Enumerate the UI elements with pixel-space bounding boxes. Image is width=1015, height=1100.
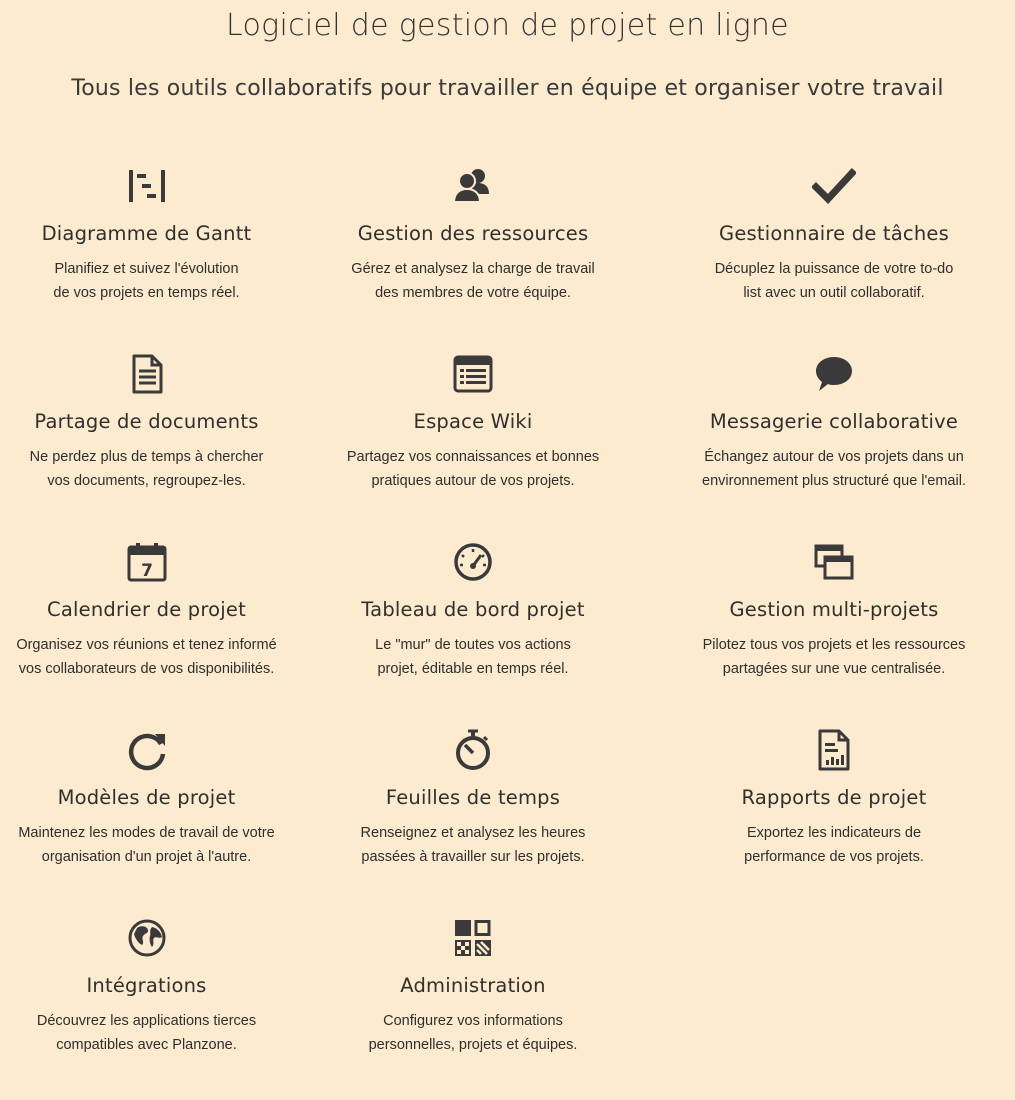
- feature-description: [0, 257, 293, 305]
- description-line: Ne perdez plus de temps à chercher: [29, 449, 264, 465]
- description-line: Organisez vos réunions et tenez informé: [16, 637, 277, 653]
- description-line: vos documents, regroupez-les.: [47, 473, 246, 489]
- description-line: organisation d'un projet à l'autre.: [41, 849, 252, 865]
- feature-description: [653, 821, 1015, 869]
- description-line: projet, éditable en temps réel.: [377, 661, 569, 677]
- page-subtitle: Tous les outils collaboratifs pour travailler en équipe et organiser votre travail: [71, 76, 944, 101]
- multi-window-icon: [812, 540, 856, 584]
- feature-dashboard[interactable]: [293, 536, 653, 724]
- feature-wiki[interactable]: [293, 348, 653, 536]
- description-line: pratiques autour de vos projets.: [371, 473, 575, 489]
- description-line: vos collaborateurs de vos disponibilités.: [18, 661, 275, 677]
- wiki-icon: [451, 352, 495, 396]
- description-line: Décuplez la puissance de votre to-do: [714, 261, 954, 277]
- feature-title: Administration: [400, 974, 546, 997]
- description-line: Gérez et analysez la charge de travail: [351, 261, 595, 277]
- feature-title: Feuilles de temps: [385, 786, 561, 809]
- description-line: passées à travailler sur les projets.: [361, 849, 585, 865]
- feature-title: Gestionnaire de tâches: [719, 222, 949, 245]
- feature-description: [293, 821, 653, 869]
- description-line: Renseignez et analysez les heures: [360, 825, 586, 841]
- description-line: Exportez les indicateurs de: [746, 825, 922, 841]
- feature-description: [293, 633, 653, 681]
- description-line: Planifiez et suivez l'évolution: [54, 261, 239, 277]
- description-line: compatibles avec Planzone.: [56, 1037, 237, 1053]
- feature-timesheets[interactable]: [293, 724, 653, 912]
- feature-documents[interactable]: [0, 348, 293, 536]
- feature-multi-projects[interactable]: [653, 536, 1015, 724]
- chat-bubble-icon: [812, 352, 856, 396]
- description-line: list avec un outil collaboratif.: [743, 285, 925, 301]
- feature-title: Gestion des ressources: [357, 222, 589, 245]
- feature-resources[interactable]: [293, 160, 653, 348]
- feature-description: [0, 445, 293, 493]
- feature-title: Messagerie collaborative: [709, 410, 959, 433]
- feature-description: [293, 445, 653, 493]
- description-line: Échangez autour de vos projets dans un: [704, 449, 964, 465]
- feature-calendar[interactable]: [0, 536, 293, 724]
- description-line: des membres de votre équipe.: [375, 285, 571, 301]
- feature-reports[interactable]: [653, 724, 1015, 912]
- description-line: performance de vos projets.: [744, 849, 924, 865]
- globe-icon: [125, 916, 169, 960]
- description-line: Maintenez les modes de travail de votre: [18, 825, 275, 841]
- feature-title: Rapports de projet: [741, 786, 927, 809]
- refresh-icon: [125, 728, 169, 772]
- feature-title: Modèles de projet: [57, 786, 236, 809]
- description-line: de vos projets en temps réel.: [53, 285, 240, 301]
- feature-title: Calendrier de projet: [47, 598, 246, 621]
- description-line: Pilotez tous vos projets et les ressources: [702, 637, 966, 653]
- description-line: Découvrez les applications tierces: [36, 1013, 257, 1029]
- feature-description: [653, 633, 1015, 681]
- description-line: Configurez vos informations: [383, 1013, 563, 1029]
- feature-description: [293, 257, 653, 305]
- feature-title: Diagramme de Gantt: [41, 222, 252, 245]
- feature-messaging[interactable]: [653, 348, 1015, 536]
- stopwatch-icon: [451, 728, 495, 772]
- feature-description: [0, 1009, 293, 1057]
- feature-description: [653, 445, 1015, 493]
- feature-description: [0, 633, 293, 681]
- feature-templates[interactable]: [0, 724, 293, 912]
- description-line: environnement plus structuré que l'email.: [702, 473, 966, 489]
- dashboard-icon: [451, 540, 495, 584]
- feature-description: [0, 821, 293, 869]
- feature-tasks[interactable]: [653, 160, 1015, 348]
- users-icon: [451, 164, 495, 208]
- feature-description: [293, 1009, 653, 1057]
- calendar-icon: [125, 540, 169, 584]
- feature-title: Espace Wiki: [413, 410, 533, 433]
- admin-grid-icon: [451, 916, 495, 960]
- feature-title: Partage de documents: [34, 410, 259, 433]
- feature-gantt[interactable]: [0, 160, 293, 348]
- gantt-icon: [125, 164, 169, 208]
- feature-title: Tableau de bord projet: [361, 598, 585, 621]
- feature-description: [653, 257, 1015, 305]
- feature-title: Gestion multi-projets: [729, 598, 939, 621]
- checkmark-icon: [812, 164, 856, 208]
- document-icon: [125, 352, 169, 396]
- description-line: partagées sur une vue centralisée.: [722, 661, 946, 677]
- description-line: personnelles, projets et équipes.: [368, 1037, 578, 1053]
- description-line: Partagez vos connaissances et bonnes: [346, 449, 600, 465]
- report-icon: [812, 728, 856, 772]
- page-title: Logiciel de gestion de projet en ligne: [226, 8, 789, 43]
- calendar-day-number: 7: [140, 561, 153, 581]
- description-line: Le "mur" de toutes vos actions: [375, 637, 571, 653]
- feature-title: Intégrations: [86, 974, 207, 997]
- features-grid: [0, 160, 1015, 1100]
